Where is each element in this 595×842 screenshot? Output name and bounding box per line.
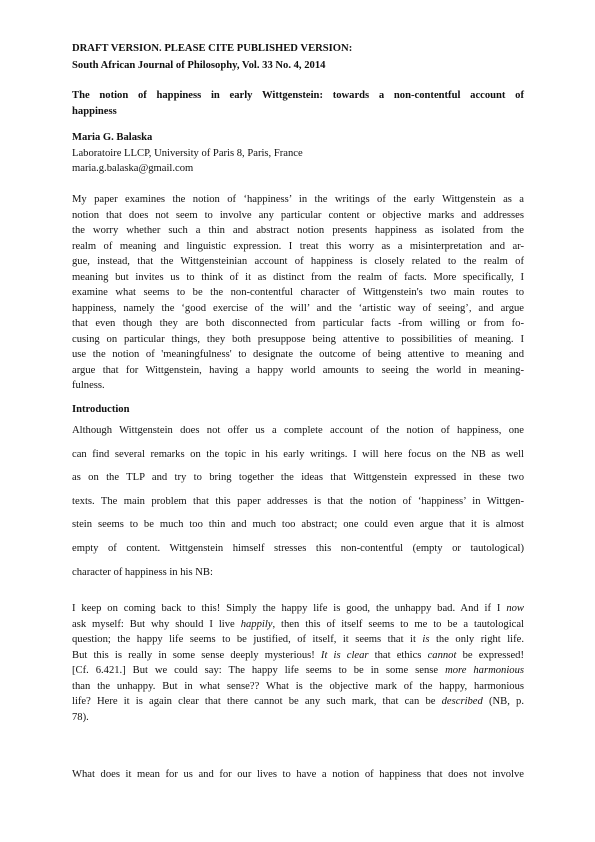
quote-line: ask myself: But why should I live happily, then this of itself seems to me to be a tautological (72, 618, 525, 630)
abstract-line: My paper examines the notion of ‘happiness’ in the writings of the early Wittgenstein as a (72, 194, 524, 205)
intro-line: empty of content. Wittgenstein himself stresses this non-contentful (empty or tautological) (72, 542, 524, 554)
abstract-line: argue that for Wittgenstein, having a happy world amounts to seeing the world in meaning- (72, 364, 524, 376)
quote-line: question; the happy life seems to be justified, of itself, it seems that it is the only right life. (72, 634, 524, 645)
author-email: maria.g.balaska@gmail.com (72, 163, 194, 174)
abstract-line: happiness, namely the ‘good exercise of the will’ and the ‘artistic way of seeing’, and argue (72, 302, 524, 314)
quote-line: [Cf. 6.421.] But we could say: The happy life seems to be in some sense more harmonious (72, 665, 524, 676)
body-line: What does it mean for us and for our lives to have a notion of happiness that does not involve (72, 769, 524, 780)
section-heading: Introduction (72, 404, 130, 415)
abstract-line: gue, instead, that the Wittgensteinian account of happiness is closely related to the realm of (72, 256, 524, 267)
abstract-line: cusing on particular things, they both presuppose being attentive to possibilities of meaning. I (72, 333, 524, 345)
intro-line: as on the TLP and try to bring together the ideas that Wittgenstein expressed in these two (72, 472, 524, 484)
intro-line: stein seems to be much too thin and much too abstract; one could even argue that it is almost (72, 519, 524, 531)
draft-notice: DRAFT VERSION. PLEASE CITE PUBLISHED VERSION: (72, 43, 353, 54)
intro-line: can find several remarks on the topic in his early writings. I will here focus on the NB as well (72, 448, 524, 460)
abstract-line: the worry whether such a thin and abstract notion presents happiness as isolated from the (72, 225, 524, 236)
abstract-line: realm of meaning and linguistic expression. I treat this worry as a misinterpretation and ar- (72, 240, 524, 252)
quote-line: life? Here it is again clear that there cannot be any such mark, that can be described (NB, p. (72, 696, 524, 707)
abstract-line: use the notion of 'meaningfulness' to designate the outcome of being attentive to meaning and (72, 349, 524, 360)
author-name: Maria G. Balaska (72, 132, 153, 143)
block-quote (72, 601, 524, 725)
quote-line: than the unhappy. But in what sense?? What is the objective mark of the happy, harmonious (72, 680, 524, 692)
abstract-line: that even though they are both disconnected from particular facts -from willing or from fo- (72, 318, 524, 329)
journal-citation: South African Journal of Philosophy, Vol. 33 No. 4, 2014 (72, 60, 326, 71)
paper-title (72, 88, 524, 119)
abstract-line: examine what seems to be the non-contentful character of Wittgenstein's two main routes to (72, 287, 524, 298)
abstract (72, 192, 524, 394)
quote-line: 78). (72, 711, 89, 723)
title-line: The notion of happiness in early Wittgenstein: towards a non-contentful account of (72, 90, 524, 101)
abstract-line: meaning but invites us to think of it as distinct from the realm of facts. More specifically, I (72, 271, 524, 283)
title-line: happiness (72, 105, 117, 117)
paragraph-start (72, 767, 524, 782)
intro-line: texts. The main problem that this paper addresses is that the notion of ‘happiness’ in Wittgen- (72, 495, 524, 507)
intro-line: Although Wittgenstein does not offer us a complete account of the notion of happiness, one (72, 425, 524, 436)
author-affiliation: Laboratoire LLCP, University of Paris 8, Paris, France (72, 147, 303, 159)
abstract-line: notion that does not seem to involve any particular content or objective marks and addresses (72, 209, 524, 221)
intro-paragraph (72, 419, 524, 584)
quote-line: But this is really in some sense deeply mysterious! It is clear that ethics cannot be expressed! (72, 649, 525, 661)
draft-header (72, 40, 524, 74)
quote-line: I keep on coming back to this! Simply the happy life is good, the unhappy bad. And if I now (72, 603, 524, 614)
intro-line: character of happiness in his NB: (72, 566, 213, 578)
author-block (72, 130, 524, 177)
abstract-line: fulness. (72, 380, 105, 391)
